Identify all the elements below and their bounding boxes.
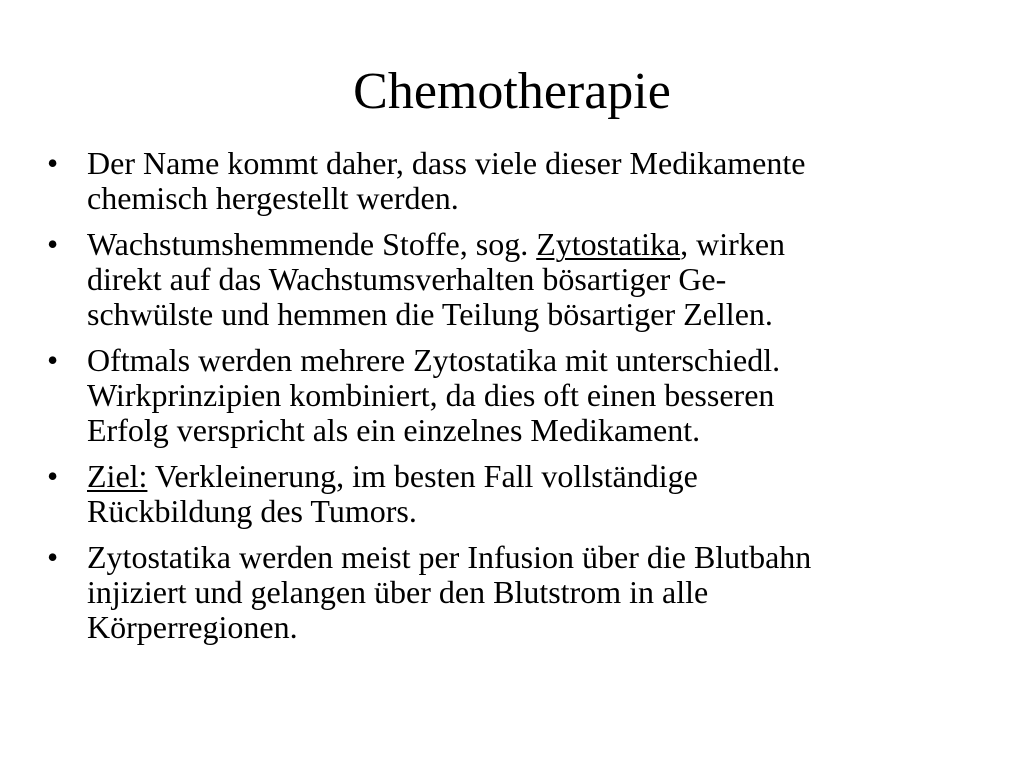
bullet-3-line-1: Oftmals werden mehrere Zytostatika mit unterschiedl. xyxy=(87,342,781,378)
bullet-5-line-3: Körperregionen. xyxy=(87,609,298,645)
bullet-1-line-1: Der Name kommt daher, dass viele dieser Medikamente xyxy=(87,145,806,181)
bullet-dot-icon: • xyxy=(47,226,59,262)
bullet-4-line-2: Rückbildung des Tumors. xyxy=(87,493,417,529)
bullet-5-line-2: injiziert und gelangen über den Blutstrom in alle xyxy=(87,574,709,610)
bullet-2-line-1-after: , wirken xyxy=(680,226,786,262)
bullet-2-line-2: direkt auf das Wachstumsverhalten bösartiger Ge- xyxy=(87,261,727,297)
bullet-item-2 xyxy=(43,227,1003,332)
bullet-dot-icon: • xyxy=(47,342,59,378)
bullet-5-line-1: Zytostatika werden meist per Infusion über die Blutbahn xyxy=(87,539,812,575)
bullet-2-line-3: schwülste und hemmen die Teilung bösartiger Zellen. xyxy=(87,296,773,332)
bullet-2-line-1-before: Wachstumshemmende Stoffe, sog. xyxy=(87,226,537,262)
bullet-item-1 xyxy=(43,146,1003,216)
bullet-dot-icon: • xyxy=(47,145,59,181)
slide-title: Chemotherapie xyxy=(353,63,671,120)
bullet-3-line-3: Erfolg verspricht als ein einzelnes Medikament. xyxy=(87,412,701,448)
bullet-item-3 xyxy=(43,343,1003,448)
bullet-4-line-1-after: Verkleinerung, im besten Fall vollständige xyxy=(147,458,698,494)
bullet-1-line-2: chemisch hergestellt werden. xyxy=(87,180,459,216)
bullet-dot-icon: • xyxy=(47,539,59,575)
bullet-item-4 xyxy=(43,459,1003,529)
bullet-item-5 xyxy=(43,540,1003,645)
zytostatika-term: Zytostatika xyxy=(536,226,681,262)
bullet-3-line-2: Wirkprinzipien kombiniert, da dies oft einen besseren xyxy=(87,377,775,413)
bullet-dot-icon: • xyxy=(47,458,59,494)
ziel-label: Ziel: xyxy=(87,458,148,494)
bullet-list xyxy=(43,146,1003,656)
